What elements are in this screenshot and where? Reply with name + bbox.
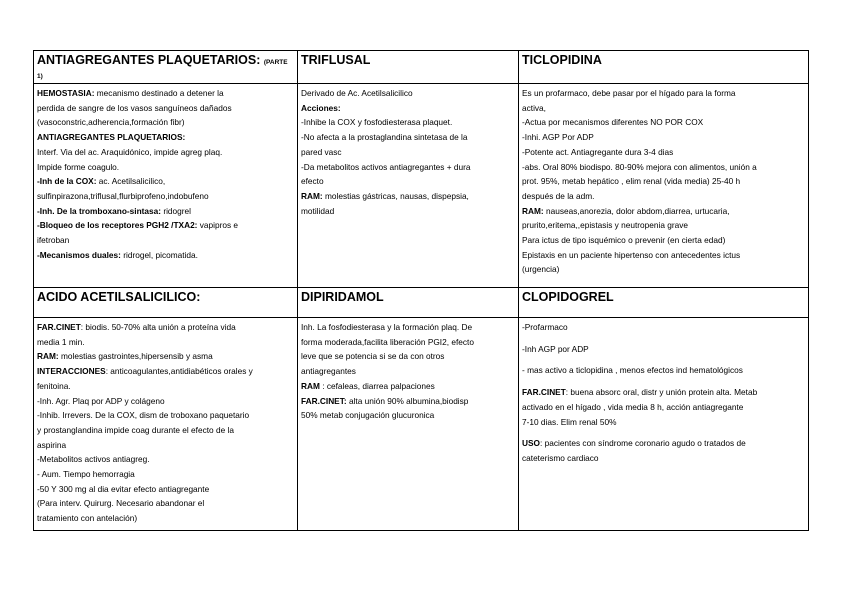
label-hemostasia: HEMOSTASIA: (37, 88, 95, 98)
label-antiagregantes: ANTIAGREGANTES PLAQUETARIOS: (37, 132, 186, 143)
text-line: Derivado de Ac. Acetilsalicilico (301, 88, 413, 98)
text-line: pared vasc (301, 146, 342, 157)
text-line: (urgencia) (522, 264, 560, 275)
text-line: -Inhi. AGP Por ADP (522, 132, 594, 143)
text-line: Epistaxis en un paciente hipertenso con antecedentes ictus (522, 249, 741, 260)
text-line (37, 364, 294, 379)
text-line: forma moderada,facilita liberación PGI2, efecto (301, 336, 474, 347)
text-line (522, 436, 805, 451)
text-line: activado en el hígado , vida media 8 h, acción antiagregante (522, 401, 744, 412)
text-line: -No afecta a la prostaglandina sintetasa de la (301, 132, 468, 143)
header-antiagregantes-part: (PARTE 1) (37, 59, 288, 80)
text-line: media 1 min. (37, 336, 85, 347)
text-line: 7-10 dias. Elim renal 50% (522, 416, 617, 427)
text-line (37, 218, 294, 233)
text-line: después de la adm. (522, 190, 595, 201)
label-bloqueo-receptores: -Bloqueo de los receptores PGH2 /TXA2: (37, 220, 198, 231)
label-farcinet: FAR.CINET (37, 322, 81, 332)
text-line: -Inh. Agr. Plaq por ADP y colágeno (37, 395, 165, 406)
text-segment: : cefaleas, diarrea palpaciones (319, 380, 435, 391)
label-interacciones: INTERACCIONES (37, 366, 106, 377)
label-ram: RAM: (522, 205, 544, 216)
header-clopidogrel: CLOPIDOGREL (519, 288, 809, 318)
text-segment: ridogrel (161, 205, 191, 216)
text-line: Es un profarmaco, debe pasar por el hígado para la forma (522, 88, 736, 98)
text-line: motilidad (301, 205, 335, 216)
text-line (301, 189, 515, 204)
label-ram: RAM: (37, 351, 59, 362)
label-acciones: Acciones: (301, 102, 341, 113)
text-line: activa, (522, 102, 546, 113)
text-line (301, 379, 515, 394)
text-line: 50% metab conjugación glucuronica (301, 410, 435, 421)
text-line: -Inhibe la COX y fosfodiesterasa plaquet. (301, 117, 453, 128)
text-line (37, 248, 294, 263)
body-row-1 (34, 84, 809, 288)
label-inh-tromboxano: -Inh. De la tromboxano-sintasa: (37, 205, 162, 216)
antiplatelet-table (33, 50, 809, 531)
cell-dipiridamol (298, 318, 519, 531)
text-line: Impide forme coagulo. (37, 161, 120, 172)
header-row-1 (34, 51, 809, 84)
text-line: Para ictus de tipo isquémico o prevenir (en cierta edad) (522, 235, 726, 246)
text-line: -Inhib. Irrevers. De la COX, dism de troboxano paquetario (37, 410, 250, 421)
text-line: sulfinpirazona,triflusal,flurbiprofeno,indobufeno (37, 190, 209, 201)
text-line: -Inh AGP por ADP (522, 343, 589, 354)
text-line: tratamiento con antelación) (37, 513, 138, 524)
text-line: -Potente act. Antiagregante dura 3-4 dias (522, 146, 674, 157)
header-antiagregantes (34, 51, 298, 84)
label-farcinet: FAR.CINET (522, 387, 566, 398)
text-line (37, 86, 294, 101)
text-line: -Actua por mecanismos diferentes NO POR COX (522, 117, 704, 128)
text-segment: mecanismo destinado a detener la (94, 88, 224, 98)
cell-ticlopidina (519, 84, 809, 288)
header-antiagregantes-title: ANTIAGREGANTES PLAQUETARIOS: (37, 53, 261, 67)
text-line: leve que se potencia si se da con otros (301, 351, 445, 362)
text-line: (Para interv. Quirurg. Necesario abandonar el (37, 498, 205, 509)
text-segment: molestias gastrointes,hipersensib y asma (58, 351, 213, 362)
text-line: ifetroban (37, 235, 70, 246)
text-line (522, 204, 805, 219)
header-acido-acetilsalicilico: ACIDO ACETILSALICILICO: (34, 288, 298, 318)
header-ticlopidina: TICLOPIDINA (519, 51, 809, 84)
text-line: -Metabolitos activos antiagreg. (37, 454, 150, 465)
text-line: -Profarmaco (522, 322, 568, 332)
label-mecanismos-duales: -Mecanismos duales: (37, 249, 121, 260)
text-line (37, 349, 294, 364)
text-line (522, 385, 805, 400)
text-line: efecto (301, 176, 324, 187)
text-line: fenitoina. (37, 380, 71, 391)
text-segment: nauseas,anorezia, dolor abdom,diarrea, urtucaria, (543, 205, 730, 216)
text-segment: molestias gástricas, nausas, dispepsia, (322, 190, 469, 201)
text-segment: ac. Acetilsalicilico, (96, 176, 166, 187)
text-line: cateterismo cardiaco (522, 452, 599, 463)
text-line (301, 101, 515, 116)
text-line: (vasoconstric,adherencia,formación fibr) (37, 117, 185, 128)
text-line: perdida de sangre de los vasos sanguíneos dañados (37, 102, 232, 113)
text-line: -50 Y 300 mg al dia evitar efecto antiagregante (37, 483, 210, 494)
text-line (301, 394, 515, 409)
text-line (37, 204, 294, 219)
text-line: - mas activo a ticlopidina , menos efectos ind hematológicos (522, 365, 743, 376)
text-segment: : biodis. 50-70% alta unión a proteína vida (80, 322, 236, 332)
label-ram: RAM: (301, 190, 323, 201)
text-line: -Da metabolitos activos antiagregantes + dura (301, 161, 471, 172)
text-line (37, 130, 294, 145)
text-line (37, 320, 294, 335)
header-dipiridamol: DIPIRIDAMOL (298, 288, 519, 318)
text-segment: : anticoagulantes,antidiabéticos orales y (105, 366, 253, 377)
text-line: - Aum. Tiempo hemorragia (37, 469, 135, 480)
text-line: Inh. La fosfodiesterasa y la formación plaq. De (301, 322, 473, 332)
text-line: Interf. Via del ac. Araquidónico, impide agreg plaq. (37, 146, 223, 157)
text-line: prurito,eritema,,epistasis y neutropenia grave (522, 220, 689, 231)
text-line: y prostanglandina impide coag durante el efecto de la (37, 424, 234, 435)
cell-clopidogrel (519, 318, 809, 531)
label-uso: USO (522, 438, 540, 449)
text-segment: alta unión 90% albumina,biodisp (346, 395, 469, 406)
header-triflusal: TRIFLUSAL (298, 51, 519, 84)
text-line (37, 174, 294, 189)
cell-acido-acetilsalicilico (34, 318, 298, 531)
text-line: antiagregantes (301, 366, 356, 377)
text-segment: : pacientes con síndrome coronario agudo o tratados de (539, 438, 746, 449)
cell-antiagregantes (34, 84, 298, 288)
text-segment: ridrogel, picomatida. (120, 249, 198, 260)
label-inh-cox: -Inh de la COX: (37, 176, 97, 187)
text-segment: : buena absorc oral, distr y unión protein alta. Metab (565, 387, 758, 398)
text-line: -abs. Oral 80% biodispo. 80-90% mejora con alimentos, unión a (522, 161, 757, 172)
label-ram: RAM (301, 380, 320, 391)
body-row-2 (34, 318, 809, 531)
label-farcinet: FAR.CINET: (301, 395, 347, 406)
text-line: prot. 95%, metab hepático , elim renal (vida media) 25-40 h (522, 176, 741, 187)
text-segment: vapipros e (197, 220, 239, 231)
text-line: aspirina (37, 439, 67, 450)
cell-triflusal (298, 84, 519, 288)
header-row-2 (34, 288, 809, 318)
